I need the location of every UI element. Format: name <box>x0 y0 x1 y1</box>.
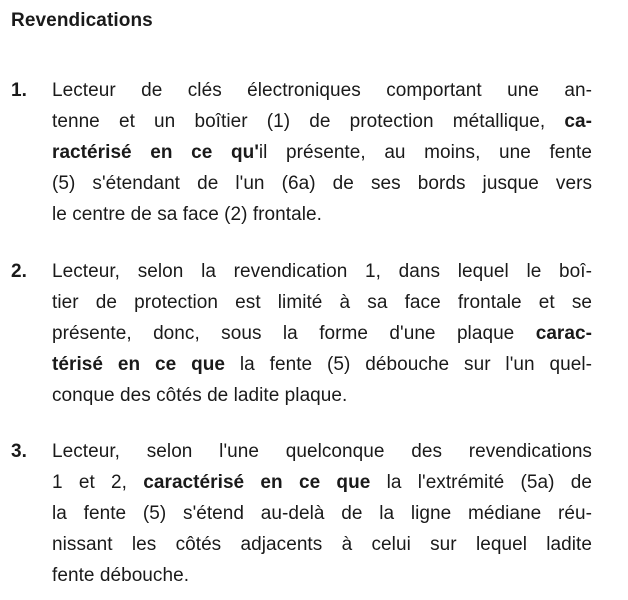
text-segment: fente débouche. <box>52 565 190 586</box>
claim-text <box>52 75 592 230</box>
text-segment: la fente (5) s'étend au-delà de la ligne médiane réu- <box>52 503 592 524</box>
text-segment: Lecteur de clés électroniques comportant une an- <box>52 80 592 101</box>
bold-text: ractérisé en ce qu' <box>52 142 259 163</box>
claim-line <box>52 349 592 380</box>
text-segment: conque des côtés de ladite plaque. <box>52 385 348 406</box>
claim-line <box>52 560 592 591</box>
bold-text: térisé en ce que <box>52 354 226 375</box>
claim-text <box>52 256 592 411</box>
text-segment: le centre de sa face (2) frontale. <box>52 204 322 225</box>
claim-line <box>52 256 592 287</box>
claim-line <box>52 75 592 106</box>
text-segment: nissant les côtés adjacents à celui sur lequel ladite <box>52 534 592 555</box>
claim-number: 3. <box>11 441 27 462</box>
claim-line <box>52 168 592 199</box>
claim-line <box>52 287 592 318</box>
text-segment: Lecteur, selon la revendication 1, dans lequel le boî- <box>52 261 592 282</box>
text-segment: la fente (5) débouche sur l'un quel- <box>225 354 592 375</box>
claim-line <box>52 498 592 529</box>
claim-number: 1. <box>11 80 27 101</box>
claim-line <box>52 380 592 411</box>
text-segment: il présente, au moins, une fente <box>258 142 592 163</box>
claim-text <box>52 436 592 591</box>
bold-text: carac- <box>535 323 592 344</box>
text-segment: la l'extrémité (5a) de <box>370 472 592 493</box>
bold-text: caractérisé en ce que <box>143 472 371 493</box>
text-segment: tier de protection est limité à sa face frontale et se <box>52 292 592 313</box>
text-segment: tenne et un boîtier (1) de protection métallique, <box>52 111 565 132</box>
claim-line <box>52 318 592 349</box>
claim-line <box>52 529 592 560</box>
text-segment: Lecteur, selon l'une quelconque des revendications <box>52 441 592 462</box>
section-heading: Revendications <box>11 10 153 31</box>
claim-line <box>52 199 592 230</box>
claim-line <box>52 467 592 498</box>
claim-line <box>52 106 592 137</box>
claim-line <box>52 436 592 467</box>
claim-number: 2. <box>11 261 27 282</box>
text-segment: 1 et 2, <box>52 472 144 493</box>
claim-line <box>52 137 592 168</box>
text-segment: présente, donc, sous la forme d'une plaque <box>52 323 536 344</box>
bold-text: ca- <box>564 111 592 132</box>
text-segment: (5) s'étendant de l'un (6a) de ses bords jusque vers <box>52 173 592 194</box>
